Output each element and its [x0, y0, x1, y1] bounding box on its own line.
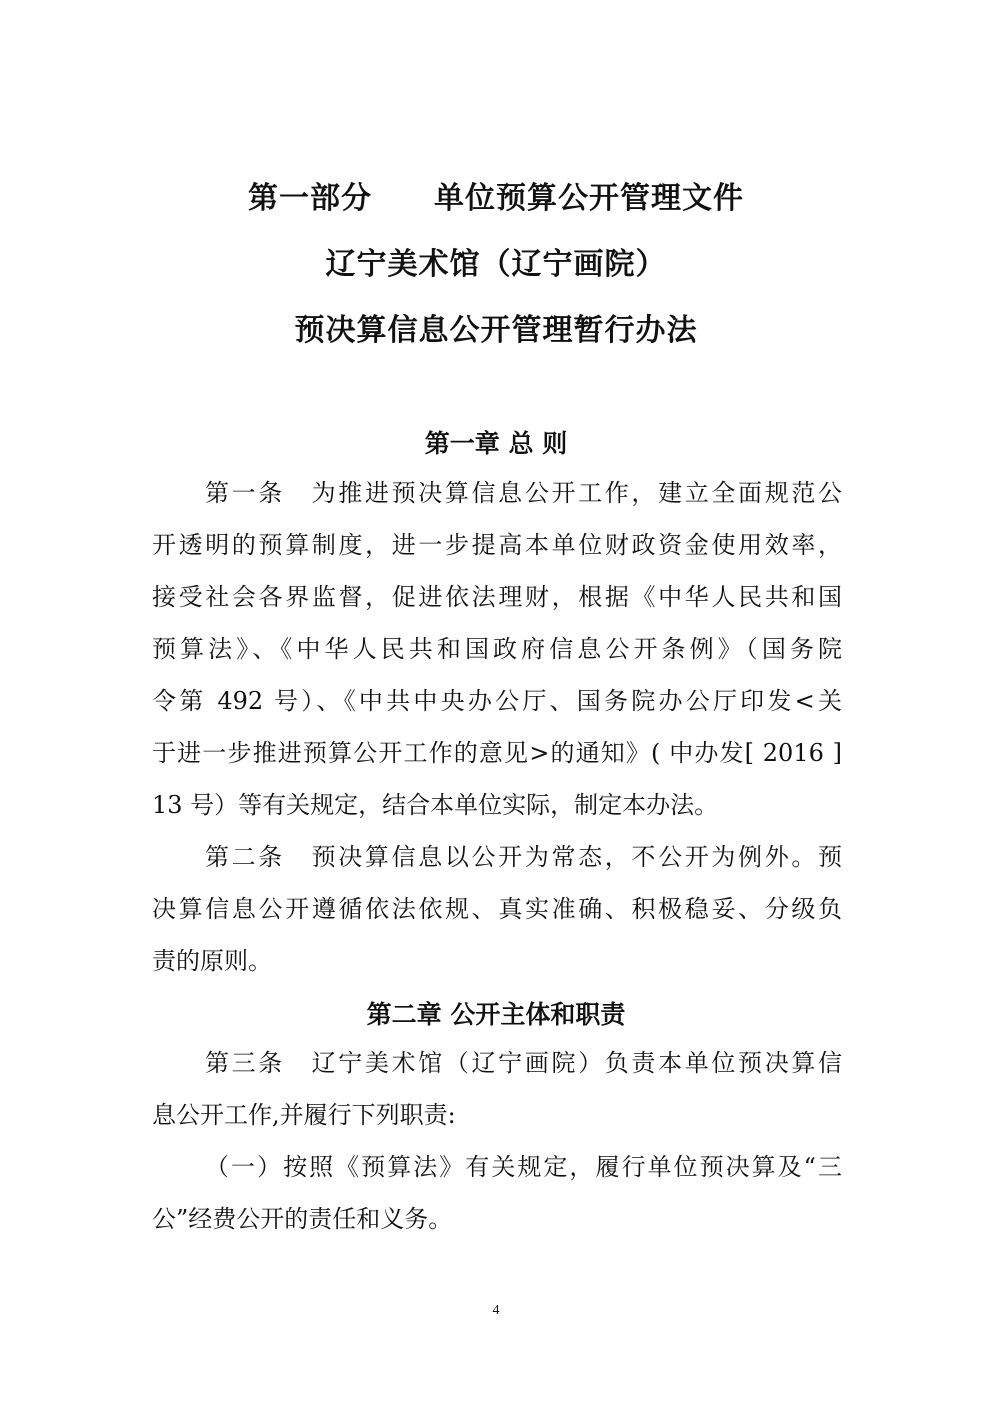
chapter-1-heading: 第一章 总 则	[424, 429, 568, 458]
article-1-line: 于进一步推进预算公开工作的意见>的通知》( 中办发[ 2016 ]	[152, 739, 842, 767]
article-2-line: 第二条 预决算信息以公开为常态，不公开为例外。预	[205, 843, 842, 871]
article-1-line: 开透明的预算制度，进一步提高本单位财政资金使用效率，	[152, 531, 842, 559]
article-2-line: 责的原则。	[152, 947, 272, 975]
page-number: 4	[492, 1303, 500, 1318]
document-title: 预决算信息公开管理暂行办法	[294, 313, 698, 348]
article-1-line: 预算法》、《中华人民共和国政府信息公开条例》（国务院	[152, 635, 842, 663]
item-1-line: （一）按照《预算法》有关规定，履行单位预决算及“三	[205, 1153, 842, 1181]
item-1-line: 公”经费公开的责任和义务。	[152, 1205, 453, 1233]
article-1-line: 令第 492 号）、《中共中央办公厅、国务院办公厅印发<关	[152, 687, 842, 715]
article-1-line: 接受社会各界监督，促进依法理财，根据《中华人民共和国	[152, 583, 842, 611]
part-title: 第一部分 单位预算公开管理文件	[248, 181, 744, 216]
article-2-line: 决算信息公开遵循依法依规、真实准确、积极稳妥、分级负	[152, 895, 842, 923]
article-3-line: 第三条 辽宁美术馆（辽宁画院）负责本单位预决算信	[205, 1049, 842, 1077]
organization-title: 辽宁美术馆（辽宁画院）	[325, 247, 667, 282]
article-1-line: 第一条 为推进预决算信息公开工作，建立全面规范公	[205, 479, 842, 507]
article-3-line: 息公开工作,并履行下列职责:	[152, 1101, 456, 1129]
chapter-2-heading: 第二章 公开主体和职责	[366, 1000, 626, 1029]
article-1-line: 13 号）等有关规定，结合本单位实际，制定本办法。	[152, 791, 719, 819]
